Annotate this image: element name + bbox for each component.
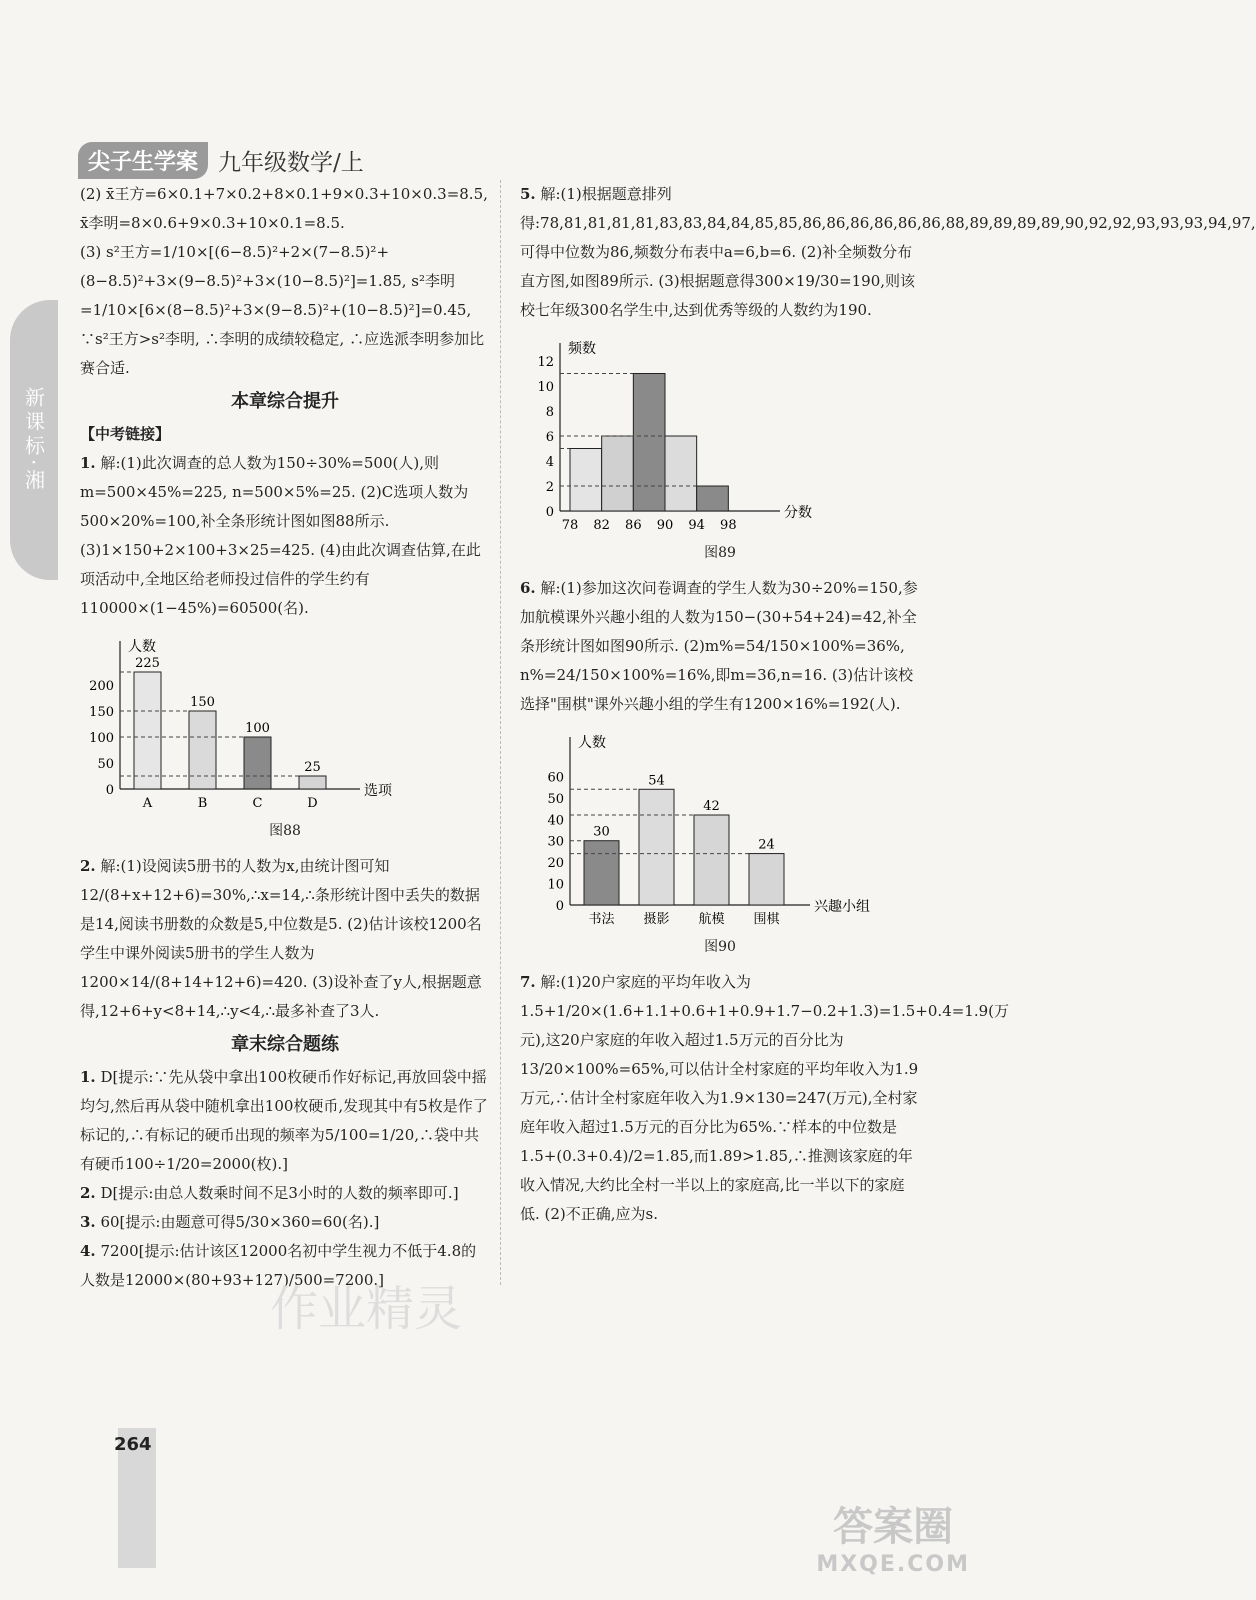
x-axis-label: 分数 [784, 505, 812, 521]
answer-part-2 [80, 180, 490, 238]
exercise-1 [80, 1063, 490, 1179]
side-tab-label: 新课标·湘 [21, 386, 46, 494]
y-tick-label: 0 [545, 505, 554, 520]
x-tick-label: B [197, 796, 208, 811]
left-column [80, 180, 490, 1295]
bar [299, 776, 326, 789]
data-label: 42 [703, 799, 720, 814]
exercise-3-number: 3. [80, 1213, 96, 1231]
chart-89 [520, 331, 820, 541]
bar [244, 737, 271, 789]
y-tick-label: 20 [547, 856, 564, 872]
x-tick-label: 98 [720, 518, 737, 533]
x-axis-label: 选项 [364, 783, 392, 799]
bar [639, 789, 674, 905]
x-tick-label: 摄影 [643, 912, 670, 927]
question-7-number: 7. [520, 973, 536, 991]
side-tab [10, 300, 58, 580]
brand-title: 尖子生学案 [78, 142, 208, 179]
x-tick-label: 90 [656, 518, 674, 533]
x-tick-label: 航模 [698, 912, 725, 927]
y-tick-label: 10 [547, 877, 564, 893]
x-tick-label: 82 [593, 518, 610, 533]
question-1-number: 1. [80, 454, 96, 472]
histogram-bar [665, 436, 697, 511]
y-tick-label: 50 [97, 757, 114, 772]
bar [189, 711, 216, 789]
y-axis-label: 人数 [578, 735, 606, 751]
y-tick-label: 0 [105, 783, 114, 798]
exercise-2 [80, 1179, 490, 1208]
data-label: 25 [304, 760, 321, 775]
bar [134, 672, 161, 789]
watermark-logo-text: 答案圈 [833, 1504, 954, 1550]
answer-part-3 [80, 238, 490, 383]
question-5-number: 5. [520, 185, 536, 203]
figure-90-caption: 图90 [704, 939, 736, 955]
exercise-3-text: 60[提示:由题意可得5/30×360=60(名).] [100, 1213, 380, 1231]
x-tick-label: 86 [625, 518, 642, 533]
y-tick-label: 0 [555, 899, 564, 914]
chart-90 [520, 725, 870, 935]
y-tick-label: 10 [537, 380, 554, 395]
data-label: 24 [758, 837, 775, 853]
y-tick-label: 50 [547, 791, 564, 807]
y-tick-label: 12 [537, 355, 554, 370]
figure-89 [520, 331, 920, 568]
exercise-1-number: 1. [80, 1068, 96, 1086]
figure-88 [80, 629, 490, 846]
section-title-1: 本章综合提升 [231, 391, 339, 412]
x-axis-label: 兴趣小组 [814, 899, 870, 915]
x-tick-label: 94 [688, 518, 705, 533]
data-label: 225 [135, 656, 160, 671]
data-label: 150 [190, 695, 215, 710]
y-tick-label: 2 [545, 480, 554, 495]
right-column [520, 180, 1256, 1229]
figure-88-caption: 图88 [269, 823, 301, 839]
exercise-2-number: 2. [80, 1184, 96, 1202]
figure-89-caption: 图89 [704, 545, 736, 561]
y-tick-label: 30 [547, 834, 564, 850]
question-1 [80, 449, 490, 623]
watermark-center: 作业精灵 [270, 1281, 463, 1337]
histogram-bar [697, 486, 729, 511]
subject-title: 九年级数学/上 [218, 150, 364, 176]
x-tick-label: A [142, 796, 153, 811]
watermark-bottom-right [816, 1495, 970, 1577]
data-label: 30 [593, 824, 610, 840]
y-tick-label: 6 [545, 430, 554, 445]
question-6-number: 6. [520, 579, 536, 597]
x-tick-label: 书法 [588, 912, 615, 927]
exercise-4-text: 7200[提示:估计该区12000名初中学生视力不低于4.8的人数是12000×(80+93+127)/500=7200.] [80, 1242, 477, 1289]
y-tick-label: 150 [89, 705, 114, 720]
answer-part-3-text: (3) s²王方=1/10×[(6−8.5)²+2×(7−8.5)²+(8−8.5)²+3×(9−8.5)²+3×(10−8.5)²]=1.85, s²李明=1/10×[6×(8−8.5)²+3×(9−8.5)²+(10−8.5)²]=0.45, ∵s²王方>s²李明, ∴李明的成绩较稳定, ∴应选派李明参加比赛合适. [80, 243, 485, 377]
data-label: 100 [245, 721, 270, 736]
figure-90 [520, 725, 920, 962]
bar [694, 815, 729, 905]
question-5 [520, 180, 1256, 325]
question-2 [80, 852, 490, 1026]
question-7-text: 解:(1)20户家庭的平均年收入为1.5+1/20×(1.6+1.1+0.6+1+0.9+1.7−0.2+1.3)=1.5+0.4=1.9(万元),这20户家庭的年收入超过1.5万元的百分比为13/20×100%=65%,可以估计全村家庭的平均年收入为1.9万元,∴估计全村家庭年收入为1.9×130=247(万元),全村家庭年收入超过1.5万元的百分比为65%.∵样本的中位数是1.5+(0.3+0.4)/2=1.85,而1.89>1.85,∴推测该家庭的年收入情况,大约比全村一半以上的家庭高,比一半以下的家庭低. (2)不正确,应为s. [520, 973, 1010, 1223]
question-2-text: 解:(1)设阅读5册书的人数为x,由统计图可知 12/(8+x+12+6)=30%,∴x=14,∴条形统计图中丢失的数据是14,阅读书册数的众数是5,中位数是5. (2)估计该校1200名学生中课外阅读5册书的学生人数为1200×14/(8+14+12+6)=420. (3)设补查了y人,根据题意得,12+6+y<8+14,∴y<4,∴最多补查了3人. [80, 857, 482, 1020]
exercise-1-text: D[提示:∵先从袋中拿出100枚硬币作好标记,再放回袋中摇均匀,然后再从袋中随机拿出100枚硬币,发现其中有5枚是作了标记的,∴有标记的硬币出现的频率为5/100=1/20,∴袋中共有硬币100÷1/20=2000(枚).] [80, 1068, 488, 1173]
x-tick-label: 78 [561, 518, 579, 533]
question-6-text: 解:(1)参加这次问卷调查的学生人数为30÷20%=150,参加航模课外兴趣小组的人数为150−(30+54+24)=42,补全条形统计图如图90所示. (2)m%=54/150×100%=36%, n%=24/150×100%=16%,即m=36,n=16. (3)估计该校选择"围棋"课外兴趣小组的学生有1200×16%=192(人). [520, 579, 918, 713]
section-tag: 【中考链接】 [80, 425, 171, 443]
y-tick-label: 200 [89, 679, 114, 694]
x-tick-label: 围棋 [753, 912, 780, 927]
y-tick-label: 8 [545, 405, 554, 420]
y-axis-label: 人数 [128, 639, 156, 655]
section-title-2: 章末综合题练 [231, 1034, 339, 1055]
chart-88 [80, 629, 410, 819]
histogram-bar [633, 374, 665, 512]
column-divider [500, 180, 501, 1285]
x-tick-label: C [252, 796, 263, 811]
y-tick-label: 4 [545, 455, 554, 470]
question-1-text: 解:(1)此次调查的总人数为150÷30%=500(人),则m=500×45%=225, n=500×5%=25. (2)C选项人数为500×20%=100,补全条形统计图如图88所示. (3)1×150+2×100+3×25=425. (4)由此次调查估算,在此项活动中,全地区给老师投过信件的学生约有110000×(1−45%)=60500(名). [80, 454, 481, 617]
y-tick-label: 40 [547, 813, 564, 829]
bar [749, 854, 784, 905]
page-number: 264 [114, 1434, 152, 1455]
exercise-2-text: D[提示:由总人数乘时间不足3小时的人数的频率即可.] [100, 1184, 459, 1202]
question-6 [520, 574, 920, 719]
y-axis-label: 频数 [568, 341, 596, 357]
question-7 [520, 968, 1010, 1229]
exercise-3 [80, 1208, 490, 1237]
x-tick-label: D [307, 796, 318, 811]
bar [584, 841, 619, 905]
histogram-bar [570, 449, 602, 512]
watermark-url: MXQE.COM [816, 1552, 970, 1577]
data-label: 54 [648, 773, 665, 789]
answer-part-2-text: (2) x̄王方=6×0.1+7×0.2+8×0.1+9×0.3+10×0.3=8.5, x̄李明=8×0.6+9×0.3+10×0.1=8.5. [80, 185, 488, 232]
page-header [78, 142, 364, 179]
histogram-bar [602, 436, 634, 511]
page-number-tab [114, 1428, 156, 1568]
y-tick-label: 100 [89, 731, 114, 746]
question-5-text: 解:(1)根据题意排列得:78,81,81,81,81,83,83,84,84,85,85,86,86,86,86,86,86,88,89,89,89,89,90,92,92,93,93,93,94,97,可得中位数为86,频数分布表中a=6,b=6. (2)补全频数分布直方图,如图89所示. (3)根据题意得300×19/30=190,则该校七年级300名学生中,达到优秀等级的人数约为190. [520, 185, 1256, 319]
y-tick-label: 60 [547, 770, 564, 786]
exercise-4-number: 4. [80, 1242, 96, 1260]
question-2-number: 2. [80, 857, 96, 875]
